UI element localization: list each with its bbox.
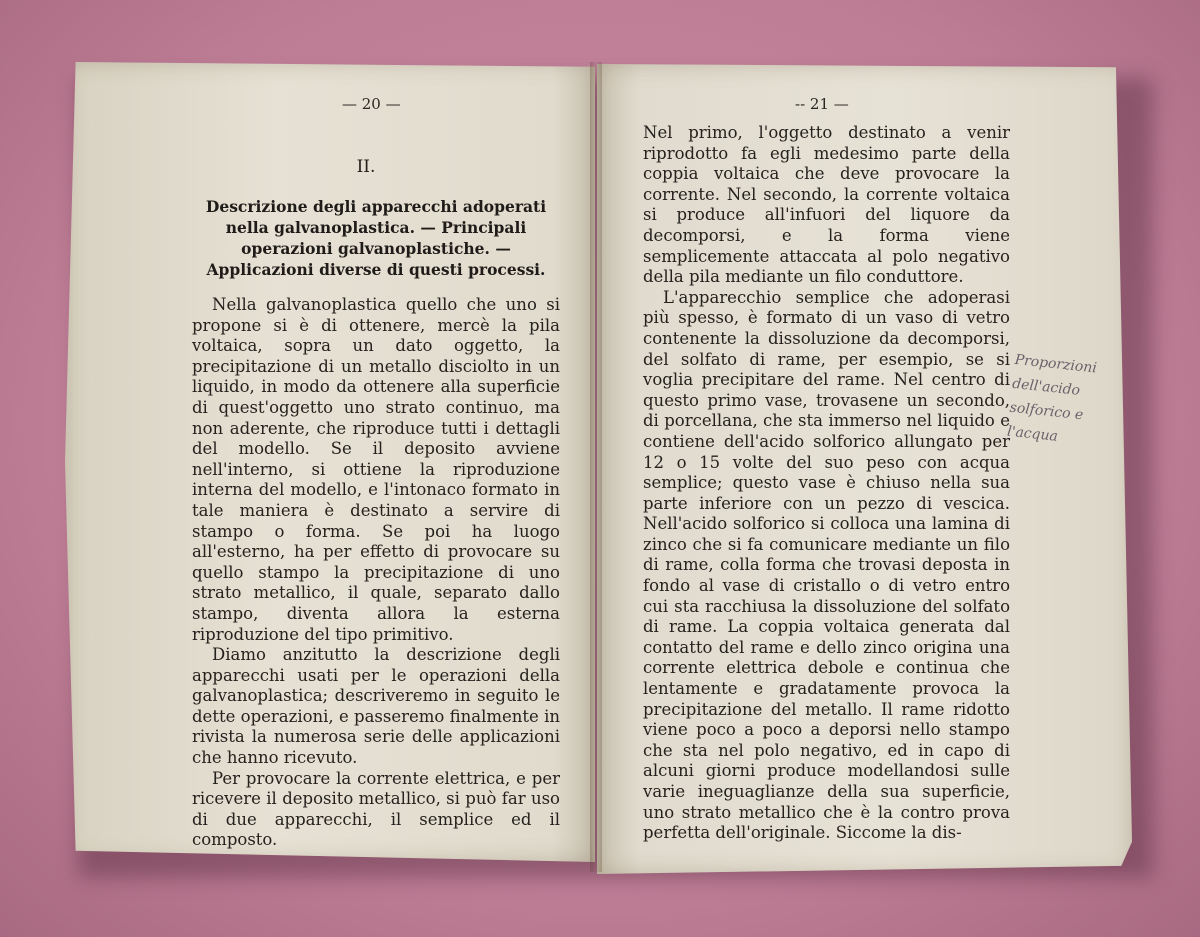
left-paragraph-3: Per provocare la corrente elettrica, e per ricevere il deposito metallico, si può far uso di due apparecchi, il semplice ed il composto. [192, 768, 560, 850]
right-paragraph-1: Nel primo, l'oggetto destinato a venir riprodotto fa egli medesimo parte della coppia voltaica che deve provocare la corrente. Nel secondo, la corrente voltaica si produce all'infuori del liquore da decomporsi, e la forma viene semplicemente attaccata al polo negativo della pila mediante un filo conduttore. [643, 123, 1010, 287]
chapter-number: II. [356, 157, 376, 177]
right-paragraph-2: L'apparecchio semplice che adoperasi più spesso, è formato di un vaso di vetro contenente la dissoluzione da decomporsi, del solfato di rame, per esempio, se si voglia precipitare del rame. Nel centro di questo primo vase, trovasene un secondo, di porcellana, che sta immerso nel liquido e contiene dell'acido solforico allungato per 12 o 15 volte del suo peso con acqua semplice; questo vase è chiuso nella sua parte inferiore con un pezzo di vescica. Nell'acido solforico si colloca una lamina di zinco che si fa comunicare mediante un filo di rame, colla forma che trovasi deposta in fondo al vase di cristallo o di vetro entro cui sta racchiusa la dissoluzione del solfato di rame. La coppia voltaica generata dal contatto del rame e dello zinco origina una corrente elettrica debole e continua che lentamente e gradatamente provoca la precipitazione del metallo. Il rame ridotto viene poco a poco a deporsi nello stampo che sta nel polo negativo, ed in capo di alcuni giorni produce modellandosi sulle varie ineguaglianze della sua superficie, uno strato metallico che è la contro prova perfetta dell'originale. Siccome la dis- [643, 287, 1010, 843]
left-page-number: — 20 — [342, 95, 401, 113]
left-paragraph-2: Diamo anzitutto la descrizione degli apparecchi usati per le operazioni della galvanoplastica; descriveremo in seguito le dette operazioni, e passeremo finalmente in rivista la numerosa serie delle applicazioni che hanno ricevuto. [192, 645, 560, 768]
left-paragraph-1: Nella galvanoplastica quello che uno si propone si è di ottenere, mercè la pila voltaica, sopra un dato oggetto, la precipitazione di un metallo disciolto in un liquido, in modo da ottenere alla superficie di quest'oggetto uno strato continuo, ma non aderente, che riproduce tutti i dettagli del modello. Se il deposito avviene nell'interno, si ottiene la riproduzione interna del modello, e l'intonaco formato in tale maniera è destinato a servire di stampo o forma. Se poi ha luogo all'esterno, ha per effetto di provocare su quello stampo la precipitazione di uno strato metallico, il quale, separato dallo stampo, diventa allora la esterna riproduzione del tipo primitivo. [192, 295, 560, 644]
chapter-heading: Descrizione degli apparecchi adoperati nella galvanoplastica. — Principali operazioni galvanoplastiche. — Applicazioni diverse di questi processi. [205, 197, 547, 279]
right-page-number: -- 21 — [795, 95, 849, 113]
handwritten-margin-note: Proporzioni dell'acido solforico e l'acqua [1006, 351, 1098, 445]
right-page-body [643, 123, 1010, 844]
book-gutter [590, 62, 602, 872]
left-page-body [192, 295, 560, 851]
